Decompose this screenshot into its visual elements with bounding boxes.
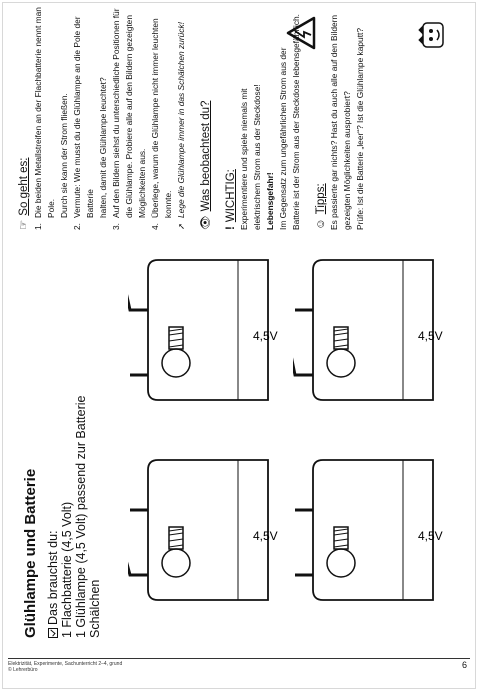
material-item: Schälchen xyxy=(88,579,102,638)
step-line: halten, damit die Glühlampe leuchtet? xyxy=(98,77,108,218)
step-line: Durch sie kann der Strom fließen. xyxy=(59,93,69,218)
battery-voltage-label-4: 4,5V xyxy=(418,329,443,343)
materials-heading-text: Das brauchst du: xyxy=(46,530,60,625)
step-line: 1. Die beiden Metallstreifen an der Flachbatterie nennt man Pole. xyxy=(33,7,56,230)
so-gehts-heading xyxy=(18,0,31,230)
page-number: 6 xyxy=(462,660,468,670)
battery-voltage-label-2: 4,5V xyxy=(253,329,278,343)
exclamation-icon: ! xyxy=(225,226,237,230)
battery-illustrations xyxy=(128,235,448,630)
material-item: 1 Glühlampe (4,5 Volt) passend zur Batterie xyxy=(74,395,88,638)
checkbox-icon xyxy=(48,628,58,638)
battery-voltage-label-1: 4,5V xyxy=(253,529,278,543)
step-note: ➚ Lege die Glühlampe immer in das Schälchen zurück! xyxy=(176,22,186,230)
mascot-icon xyxy=(418,20,448,50)
footer-rule xyxy=(8,658,470,659)
warning-heading-text: WICHTIG: xyxy=(225,169,237,223)
tips-heading xyxy=(315,0,328,230)
high-voltage-warning-icon xyxy=(286,16,316,50)
materials-list xyxy=(60,396,102,639)
materials-heading xyxy=(46,396,60,639)
warning-line: Im Gegensatz zum ungefährlichen Strom aus der xyxy=(278,47,288,230)
battery-bulb-illustration-2 xyxy=(128,240,278,430)
battery-bulb-illustration-3 xyxy=(293,440,443,630)
smiley-icon: ☺ xyxy=(315,218,327,230)
step-line: 4. Überlege, warum die Glühlampe nicht immer leuchten konnte. xyxy=(150,18,173,230)
footer-credits xyxy=(8,661,122,673)
footer-line-1: Elektrizität, Experimente, Sachunterricht 2–4, grund xyxy=(8,661,123,667)
step-line: 2. Vermute: Wie musst du die Glühlampe an die Pole der Batterie xyxy=(72,16,95,230)
pointing-hand-icon: ☞ xyxy=(18,219,30,230)
warning-heading xyxy=(225,0,238,230)
note-arrow-icon: ➚ xyxy=(176,222,186,230)
warning-line: elektrischem Strom aus der Steckdose! xyxy=(252,84,262,230)
steps-list xyxy=(32,0,188,230)
tips-heading-text: Tipps: xyxy=(315,183,327,215)
worksheet-title: Glühlampe und Batterie xyxy=(22,468,39,638)
eye-icon: 👁 xyxy=(200,215,212,230)
so-gehts-heading-text: So geht es: xyxy=(18,157,30,216)
observation-heading-text: Was beobachtest du? xyxy=(200,100,212,212)
step-line: 3. Auf den Bildern siehst du unterschiedliche Positionen für xyxy=(111,8,121,230)
battery-bulb-illustration-1 xyxy=(128,440,278,630)
warning-line: Experimentiere und spiele niemals mit xyxy=(239,88,249,230)
tips-line: Es passierte gar nichts? Hast du auch alle auf den Bildern xyxy=(329,14,339,230)
tips-line: Prüfe: Ist die Batterie „leer“? Ist die Glühlampe kaputt? xyxy=(355,27,365,230)
observation-heading xyxy=(200,0,213,230)
worksheet xyxy=(18,7,453,650)
battery-bulb-illustration-4 xyxy=(293,240,443,430)
step-line: die Glühlampe. Probiere alle auf den Bildern gezeigten xyxy=(124,15,134,218)
step-line: Möglichkeiten aus. xyxy=(137,148,147,218)
battery-voltage-label-3: 4,5V xyxy=(418,529,443,543)
footer-line-2: © Lehrerbüro xyxy=(8,667,38,673)
tips-line: gezeigten Möglichkeiten ausprobiert? xyxy=(342,91,352,230)
materials-block xyxy=(46,396,102,639)
warning-line: Batterie ist der Strom aus der Steckdose lebensgefährlich. xyxy=(291,14,301,230)
danger-line: Lebensgefahr! xyxy=(265,172,275,230)
material-item: 1 Flachbatterie (4,5 Volt) xyxy=(60,501,74,638)
